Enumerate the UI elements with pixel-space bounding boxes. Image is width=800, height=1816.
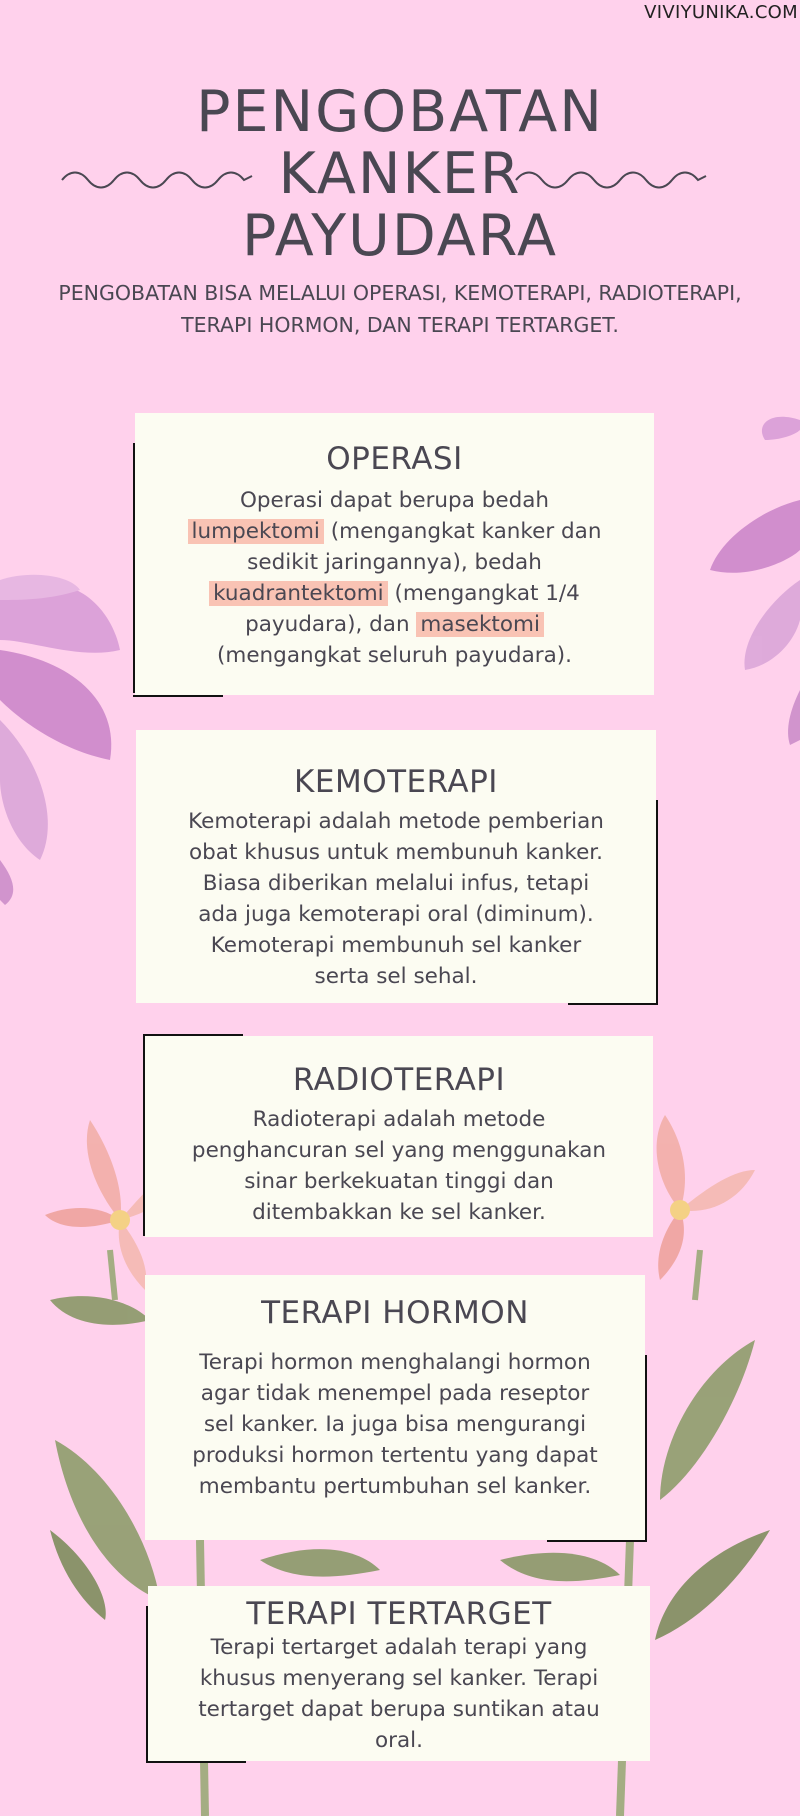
highlight-masektomi: masektomi xyxy=(416,612,544,637)
highlight-lumpektomi: lumpektomi xyxy=(188,519,324,544)
card-edge xyxy=(146,1606,148,1761)
lilac-flower-right xyxy=(710,417,800,745)
card-title-terapi-tertarget: TERAPI TERTARGET xyxy=(246,1596,552,1632)
title-line-3: PAYUDARA xyxy=(241,203,558,269)
card-edge xyxy=(645,1355,647,1540)
subtitle-line-1: PENGOBATAN BISA MELALUI OPERASI, KEMOTERAPI, RADIOTERAPI, xyxy=(58,281,742,305)
card-edge xyxy=(133,443,135,693)
card-body-terapi-tertarget: Terapi tertarget adalah terapi yang khusus menyerang sel kanker. Terapi tertarget dapat berupa suntikan atau oral. xyxy=(198,1635,600,1753)
site-url: VIVIYUNIKA.COM xyxy=(644,2,798,23)
card-title-operasi: OPERASI xyxy=(326,441,463,477)
card-edge xyxy=(133,695,223,697)
card-edge xyxy=(143,1036,145,1236)
card-body-kemoterapi: Kemoterapi adalah metode pemberian obat khusus untuk membunuh kanker. Biasa diberikan melalui infus, tetapi ada juga kemoterapi oral (diminum). Kemoterapi membunuh sel kanker serta sel sehal. xyxy=(188,809,604,989)
card-edge xyxy=(146,1761,246,1763)
card-radioterapi xyxy=(145,1036,653,1237)
card-title-kemoterapi: KEMOTERAPI xyxy=(294,764,498,800)
title-line-1: PENGOBATAN xyxy=(196,79,604,145)
card-body-operasi: Operasi dapat berupa bedah lumpektomi (mengangkat kanker dan sedikit jaringannya), bedah kuadrantektomi (mengangkat 1/4 payudara), dan masektomi (mengangkat seluruh payudara). xyxy=(135,485,654,671)
pink-flower-right xyxy=(657,1115,755,1280)
lilac-flower-left xyxy=(0,575,120,905)
card-operasi xyxy=(135,413,654,695)
card-terapi-hormon xyxy=(145,1275,645,1540)
card-edge xyxy=(656,800,658,1003)
card-kemoterapi xyxy=(136,730,656,1003)
card-edge xyxy=(547,1540,647,1542)
card-body-radioterapi: Radioterapi adalah metode penghancuran sel yang menggunakan sinar berkekuatan tinggi dan ditembakkan ke sel kanker. xyxy=(191,1107,607,1225)
title-line-2: KANKER xyxy=(278,141,522,207)
highlight-kuadrantektomi: kuadrantektomi xyxy=(209,581,388,606)
card-edge xyxy=(143,1034,243,1036)
subtitle xyxy=(20,277,780,341)
card-body-terapi-hormon: Terapi hormon menghalangi hormon agar tidak menempel pada reseptor sel kanker. Ia juga bisa mengurangi produksi hormon tertentu yang dapat membantu pertumbuhan sel kanker. xyxy=(192,1350,598,1499)
subtitle-line-2: TERAPI HORMON, DAN TERAPI TERTARGET. xyxy=(181,313,619,337)
card-terapi-tertarget xyxy=(148,1586,650,1761)
card-title-radioterapi: RADIOTERAPI xyxy=(292,1062,506,1098)
card-title-terapi-hormon: TERAPI HORMON xyxy=(261,1295,529,1331)
card-edge xyxy=(568,1003,658,1005)
